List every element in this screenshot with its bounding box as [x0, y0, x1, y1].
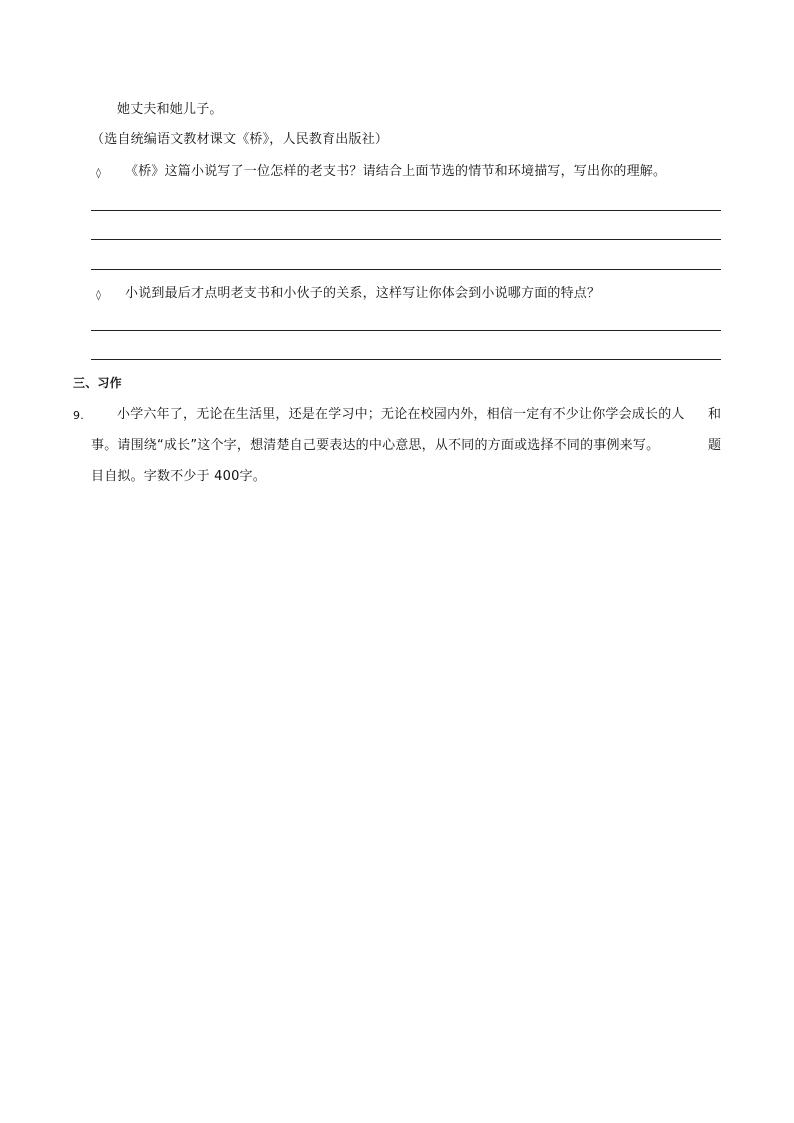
excerpt-last-line: 她丈夫和她儿子。 [117, 102, 223, 117]
essay-prompt-line-2-tail: 题 [708, 438, 722, 453]
item-number: 9. [73, 409, 84, 422]
essay-prompt-line-3: 目自拟。字数不少于 400字。 [91, 469, 266, 484]
excerpt-source: （选自统编语文教材课文《桥》，人民教育出版社） [91, 132, 389, 147]
essay-prompt-line-1: 小学六年了，无论在生活里，还是在学习中；无论在校园内外，相信一定有不少让你学会成长的人 [117, 407, 685, 422]
answer-line-5[interactable] [91, 359, 721, 360]
essay-prompt-line-2: 事。请围绕“成长”这个字，想清楚自己要表达的中心意思，从不同的方面或选择不同的事例来写。 [91, 438, 660, 453]
question-2-text: 小说到最后才点明老支书和小伙子的关系，这样写让你体会到小说哪方面的特点？ [125, 286, 601, 301]
essay-prompt-line-1-tail: 和 [708, 407, 722, 422]
question-1-marker: ◊ [96, 168, 102, 179]
question-1-text: 《桥》这篇小说写了一位怎样的老支书？请结合上面节选的情节和环境描写，写出你的理解。 [125, 164, 667, 179]
question-2-marker: ◊ [96, 290, 102, 301]
answer-line-4[interactable] [91, 330, 721, 331]
answer-line-1[interactable] [91, 210, 721, 211]
section-heading: 三、习作 [73, 376, 122, 390]
answer-line-3[interactable] [91, 269, 721, 270]
answer-line-2[interactable] [91, 239, 721, 240]
